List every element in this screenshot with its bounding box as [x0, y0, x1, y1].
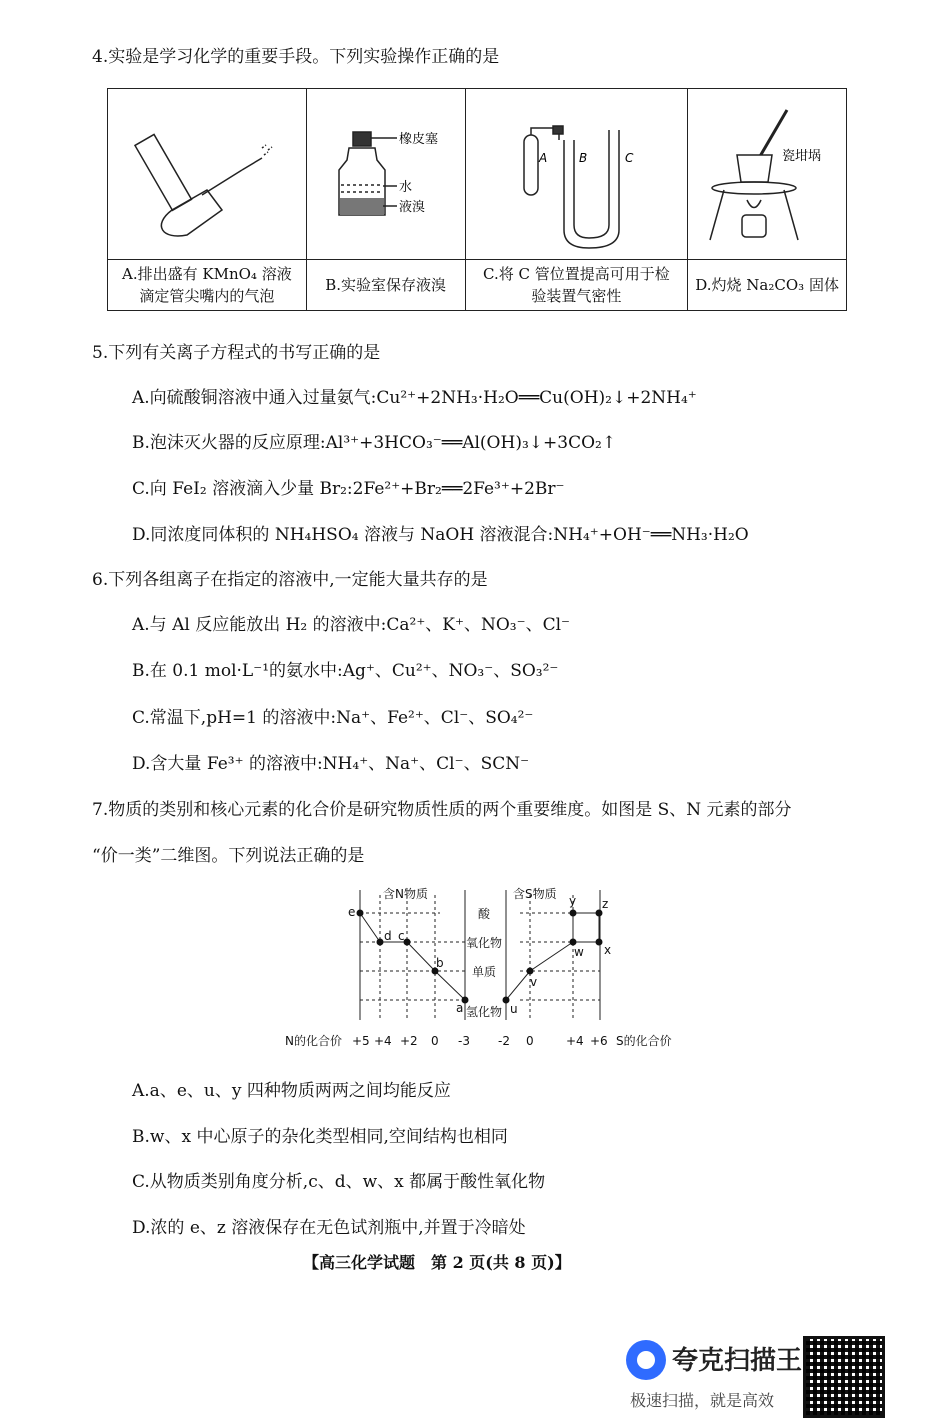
chart-n-axis-label: N的化合价 — [285, 1034, 342, 1048]
q5-stem: 5.下列有关离子方程式的书写正确的是 — [92, 343, 381, 363]
cap-a — [108, 260, 307, 311]
s-tick-0: -2 — [498, 1034, 510, 1048]
s-tick-3: +6 — [590, 1034, 608, 1048]
point-y: y — [569, 894, 577, 908]
fig-b-label-stopper: 橡皮塞 — [398, 131, 438, 147]
chart-cat-element: 单质 — [472, 965, 497, 979]
q7-option-a: A.a、e、u、y 四种物质两两之间均能反应 — [132, 1081, 451, 1101]
q7-option-b: B.w、x 中心原子的杂化类型相同,空间结构也相同 — [132, 1127, 508, 1147]
point-u: u — [510, 1002, 518, 1016]
fig-d-crucible — [688, 89, 847, 260]
q6-option-d: D.含大量 Fe³⁺ 的溶液中:NH₄⁺、Na⁺、Cl⁻、SCN⁻ — [132, 754, 530, 774]
fig-c-label-a: A — [539, 150, 548, 165]
q6-option-a: A.与 Al 反应能放出 H₂ 的溶液中:Ca²⁺、K⁺、NO₃⁻、Cl⁻ — [132, 615, 570, 635]
n-tick-3: 0 — [431, 1034, 439, 1048]
q7-option-d: D.浓的 e、z 溶液保存在无色试剂瓶中,并置于冷暗处 — [132, 1218, 526, 1238]
s-tick-2: +4 — [566, 1034, 584, 1048]
point-e: e — [348, 905, 356, 919]
point-v: v — [530, 975, 538, 989]
fig-c-u-tube — [465, 89, 688, 260]
qr-code-icon — [803, 1336, 885, 1418]
watermark-brand: 夸克扫描王 — [672, 1346, 803, 1376]
q7-stem-line1: 7.物质的类别和核心元素的化合价是研究物质性质的两个重要维度。如图是 S、N 元素的部分 — [92, 800, 792, 820]
q6-option-b: B.在 0.1 mol·L⁻¹的氨水中:Ag⁺、Cu²⁺、NO₃⁻、SO₃²⁻ — [132, 661, 559, 681]
fig-c-label-c: C — [625, 150, 634, 165]
valence-class-diagram — [280, 880, 700, 1055]
chart-cat-acid: 酸 — [478, 907, 491, 921]
cap-a-line2: 滴定管尖嘴内的气泡 — [139, 287, 275, 305]
cap-d: D.灼烧 Na₂CO₃ 固体 — [688, 260, 847, 311]
q7-option-c: C.从物质类别角度分析,c、d、w、x 都属于酸性氧化物 — [132, 1172, 546, 1192]
cap-a-line1: A.排出盛有 KMnO₄ 溶液 — [122, 265, 292, 283]
q5-option-c: C.向 FeI₂ 溶液滴入少量 Br₂:2Fe²⁺+Br₂══2Fe³⁺+2Br⁻ — [132, 479, 565, 499]
n-tick-2: +2 — [400, 1034, 418, 1048]
page-footer: 【高三化学试题 第 2 页(共 8 页)】 — [303, 1253, 571, 1272]
q5-option-a: A.向硫酸铜溶液中通入过量氨气:Cu²⁺+2NH₃·H₂O══Cu(OH)₂↓+2NH₄⁺ — [132, 388, 697, 408]
fig-b-bromine-bottle — [306, 89, 465, 260]
watermark-slogan: 极速扫描，就是高效 — [630, 1391, 775, 1410]
point-w: w — [574, 945, 584, 959]
n-tick-4: -3 — [458, 1034, 470, 1048]
cap-b: B.实验室保存液溴 — [306, 260, 465, 311]
fig-d-label-crucible: 瓷坩埚 — [782, 148, 822, 164]
fig-b-label-bromine: 液溴 — [398, 199, 425, 215]
n-tick-0: +5 — [352, 1034, 370, 1048]
q6-option-c: C.常温下,pH=1 的溶液中:Na⁺、Fe²⁺、Cl⁻、SO₄²⁻ — [132, 708, 534, 728]
fig-b-label-water: 水 — [398, 179, 412, 195]
cap-c-line1: C.将 C 管位置提高可用于检 — [483, 265, 670, 283]
chart-left-title: 含N物质 — [383, 887, 428, 901]
q6-stem: 6.下列各组离子在指定的溶液中,一定能大量共存的是 — [92, 570, 488, 590]
chart-s-axis-label: S的化合价 — [616, 1034, 672, 1048]
chart-cat-oxide: 氧化物 — [466, 936, 503, 950]
point-c: c — [398, 929, 405, 943]
point-x: x — [604, 943, 612, 957]
q7-stem-line2: “价一类”二维图。下列说法正确的是 — [92, 846, 365, 866]
q5-option-b: B.泡沫灭火器的反应原理:Al³⁺+3HCO₃⁻══Al(OH)₃↓+3CO₂↑ — [132, 433, 617, 453]
point-a: a — [456, 1001, 464, 1015]
quark-logo-icon — [626, 1340, 666, 1380]
point-d: d — [384, 929, 392, 943]
cap-c — [465, 260, 688, 311]
fig-c-label-b: B — [579, 150, 588, 165]
q4-experiment-table — [107, 88, 847, 311]
s-tick-1: 0 — [526, 1034, 534, 1048]
chart-right-title: 含S物质 — [513, 887, 557, 901]
n-tick-1: +4 — [374, 1034, 392, 1048]
point-b: b — [436, 956, 444, 970]
q4-stem: 4.实验是学习化学的重要手段。下列实验操作正确的是 — [92, 47, 500, 67]
chart-cat-hydride: 氢化物 — [466, 1005, 503, 1019]
q5-option-d: D.同浓度同体积的 NH₄HSO₄ 溶液与 NaOH 溶液混合:NH₄⁺+OH⁻══NH₃·H₂O — [132, 525, 749, 545]
cap-c-line2: 验装置气密性 — [531, 287, 622, 305]
fig-a-burette — [108, 89, 307, 260]
point-z: z — [602, 897, 609, 911]
